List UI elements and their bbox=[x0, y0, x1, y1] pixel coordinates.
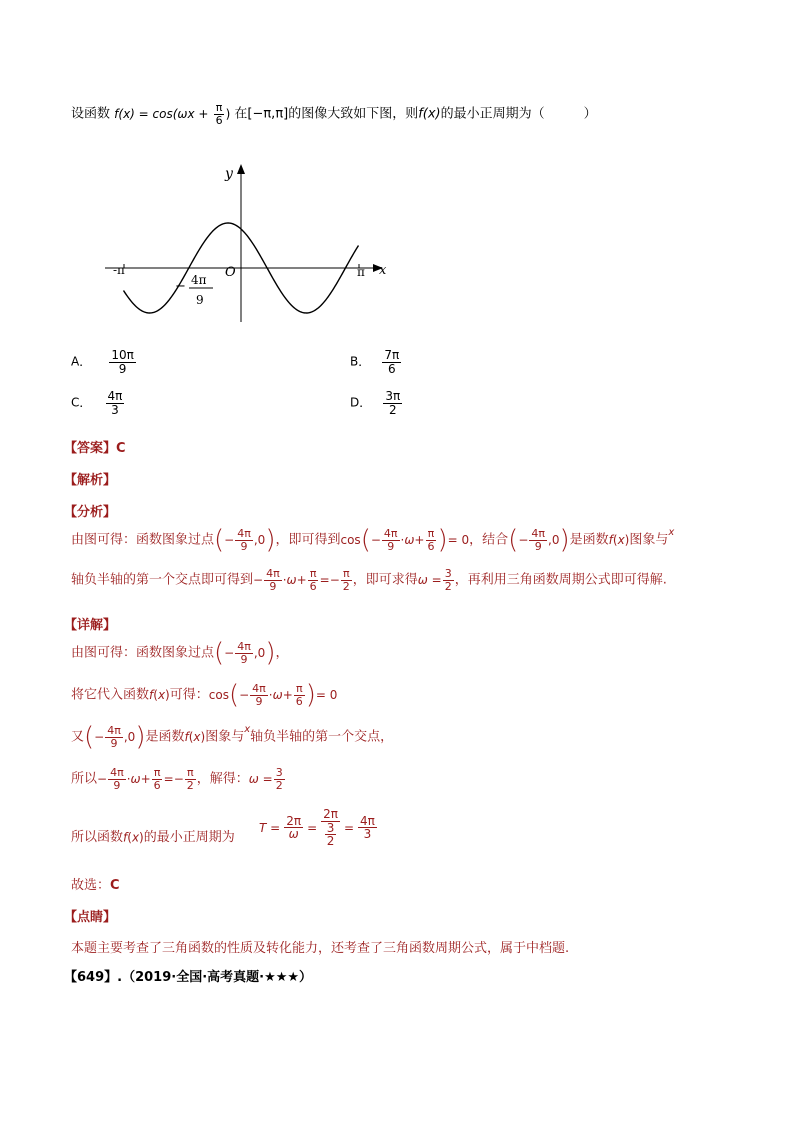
omega: ω bbox=[286, 573, 297, 588]
root-den: 9 bbox=[196, 293, 204, 307]
fenxi-text: ，即可得到 bbox=[275, 532, 341, 548]
question-func: f(x) = cos(ωx + bbox=[114, 107, 209, 122]
root-num: 4π bbox=[191, 273, 207, 287]
guxuan-value: C bbox=[110, 878, 120, 893]
lparen: ( bbox=[360, 525, 371, 555]
option-b[interactable] bbox=[350, 349, 402, 375]
dot: · bbox=[126, 772, 131, 787]
fenxi-text: ，结合 bbox=[469, 532, 509, 548]
omega: ω bbox=[404, 533, 415, 547]
plus: + bbox=[282, 688, 293, 702]
question-rparen: ) bbox=[225, 107, 231, 122]
eq: = bbox=[343, 820, 355, 835]
comma-zero: ,0 bbox=[123, 730, 136, 744]
minus: − bbox=[329, 573, 340, 588]
xiangjie-text: 轴负半轴的第一个交点， bbox=[250, 729, 394, 745]
guxuan-line bbox=[71, 874, 120, 893]
f: f bbox=[608, 533, 613, 547]
omega-eq: ω = bbox=[248, 772, 273, 787]
lparen: ( bbox=[214, 525, 225, 555]
f: f bbox=[123, 830, 128, 845]
fenxi-text: ，即可求得 bbox=[352, 572, 418, 588]
guxuan-label: 故选： bbox=[71, 878, 111, 893]
option-d-value: $\frac{3\pi}{2}$ bbox=[385, 389, 401, 417]
frac-4pi9: $\frac{4\pi}{9}$ bbox=[237, 639, 251, 666]
comma-zero: ,0 bbox=[253, 533, 266, 547]
cos: cos bbox=[340, 533, 361, 547]
f: f bbox=[149, 688, 154, 702]
fenxi-label: 【分析】 bbox=[64, 505, 117, 520]
comma-zero: ,0 bbox=[253, 646, 266, 660]
root-minus: − bbox=[175, 279, 186, 294]
plus: + bbox=[296, 573, 307, 588]
xiangjie-text: 由图可得：函数图象过点 bbox=[71, 645, 215, 661]
x-axis-label: x bbox=[379, 263, 387, 278]
eq: = bbox=[319, 573, 330, 588]
fenxi-line-1: 由图可得：函数图象过点(− $\frac{4\pi}{9}$ ,0)，即可得到cos(− $\frac{4\pi}{9}$ ·ω+ $\frac{\pi}{6}$ )= 0，结合(− $\frac{4\pi}{9}$ ,0)是函数f(x)图象与$^x$ bbox=[71, 525, 675, 555]
xiangjie-step-3: 又(− $\frac{4\pi}{9}$ ,0)是函数f(x)图象与$^x$轴负半轴的第一个交点， bbox=[71, 722, 394, 752]
x: x bbox=[131, 830, 140, 845]
frac-pi6: $\frac{\pi}{6}$ bbox=[295, 681, 303, 708]
rparen: ) bbox=[559, 525, 570, 555]
lparen: ( bbox=[84, 722, 95, 752]
fenxi-text: 是函数 bbox=[569, 532, 609, 548]
x: x bbox=[244, 724, 251, 735]
f: f bbox=[184, 730, 189, 744]
rparen: ) bbox=[265, 525, 276, 555]
question-lead: 设函数 bbox=[71, 106, 111, 122]
lparen: ( bbox=[214, 638, 225, 668]
question-tail: 的最小正周期为（ ） bbox=[440, 106, 597, 122]
pi-label: π bbox=[357, 265, 365, 279]
comma-zero: ,0 bbox=[548, 533, 560, 547]
omega-eq: ω = bbox=[417, 573, 442, 588]
frac-2pi-over-3-2: 2π 3 2 bbox=[323, 807, 338, 849]
minus: − bbox=[94, 730, 105, 744]
frac-4pi9: $\frac{4\pi}{9}$ bbox=[266, 567, 280, 593]
function-graph bbox=[95, 160, 405, 335]
option-a[interactable] bbox=[71, 349, 137, 375]
fenxi-text: 由图可得：函数图象过点 bbox=[71, 532, 215, 548]
eq-zero: = 0 bbox=[447, 533, 470, 547]
dot: · bbox=[400, 533, 405, 547]
xiangjie-text: 可得： bbox=[169, 687, 209, 703]
xiangjie-text: 图象与 bbox=[205, 729, 245, 745]
xiangjie-step-2: 将它代入函数f(x)可得：cos(− $\frac{4\pi}{9}$ ·ω+ $\frac{\pi}{6}$ )= 0 bbox=[71, 680, 338, 710]
minus: − bbox=[239, 688, 250, 702]
minus: − bbox=[224, 646, 235, 660]
minus: − bbox=[253, 573, 264, 588]
option-b-value: $\frac{7\pi}{6}$ bbox=[384, 348, 400, 376]
frac-4pi9: $\frac{4\pi}{9}$ bbox=[107, 723, 121, 750]
frac-2pi-omega: $\frac{2\pi}{\omega}$ bbox=[286, 813, 302, 842]
dot: · bbox=[282, 573, 287, 588]
eq-zero: = 0 bbox=[315, 688, 338, 702]
frac-3-2: $\frac{3}{2}$ bbox=[444, 567, 452, 593]
fenxi-text: ，再利用三角函数周期公式即可得解. bbox=[454, 572, 667, 588]
eq: = bbox=[307, 820, 318, 835]
fenxi-text: 图象与 bbox=[629, 532, 669, 548]
xiangjie-text: 的最小正周期为 bbox=[143, 830, 235, 845]
option-c[interactable] bbox=[71, 390, 125, 416]
question-fx: f(x) bbox=[418, 106, 441, 122]
minus: − bbox=[97, 772, 108, 787]
frac-pi2: $\frac{\pi}{2}$ bbox=[186, 766, 194, 792]
next-question-header: 【649】.（2019·全国·高考真题·★★★） bbox=[64, 970, 313, 985]
xiangjie-text: 又 bbox=[71, 729, 85, 745]
frac-3-2: $\frac{3}{2}$ bbox=[275, 766, 283, 792]
option-a-value: $\frac{10\pi}{9}$ bbox=[111, 348, 134, 376]
answer-label: 【答案】 bbox=[64, 441, 117, 456]
question-mid: 在[−π,π]的图像大致如下图，则 bbox=[234, 106, 419, 122]
neg-pi-label: -π bbox=[113, 263, 125, 277]
frac-pi6: $\frac{\pi}{6}$ bbox=[427, 526, 435, 553]
option-d[interactable] bbox=[350, 390, 403, 416]
frac-pi2: $\frac{\pi}{2}$ bbox=[342, 567, 350, 593]
frac-4pi9: $\frac{4\pi}{9}$ bbox=[110, 766, 124, 792]
rparen: ) bbox=[437, 525, 448, 555]
minus: − bbox=[173, 772, 184, 787]
lparen: ( bbox=[508, 525, 519, 555]
plus: + bbox=[140, 772, 151, 787]
minus: − bbox=[370, 533, 381, 547]
xiangjie-label: 【详解】 bbox=[64, 618, 117, 633]
x: x bbox=[157, 688, 166, 702]
xiangjie-text: 将它代入函数 bbox=[71, 687, 150, 703]
xiangjie-step-4 bbox=[71, 767, 286, 791]
frac-4pi9: $\frac{4\pi}{9}$ bbox=[531, 526, 546, 553]
xiangjie-text: ， bbox=[275, 645, 289, 661]
omega: ω bbox=[130, 772, 141, 787]
rparen: ) bbox=[265, 638, 276, 668]
answer-line bbox=[64, 437, 126, 456]
rparen: ) bbox=[135, 722, 146, 752]
xiangjie-text: ，解得： bbox=[196, 771, 249, 787]
x: x bbox=[193, 730, 201, 744]
question-line bbox=[71, 102, 597, 126]
dot: · bbox=[268, 688, 273, 702]
analysis-label: 【解析】 bbox=[64, 473, 117, 488]
period-formula bbox=[259, 808, 378, 848]
option-c-letter: C． bbox=[71, 395, 92, 410]
minus: − bbox=[518, 533, 529, 547]
frac-4pi9: $\frac{4\pi}{9}$ bbox=[383, 526, 398, 553]
origin-label: O bbox=[225, 265, 236, 280]
option-c-value: $\frac{4\pi}{3}$ bbox=[107, 389, 123, 417]
eq: = bbox=[163, 772, 174, 787]
frac-pi6: $\frac{\pi}{6}$ bbox=[153, 766, 161, 792]
fenxi-line-2 bbox=[71, 568, 667, 592]
omega: ω bbox=[272, 688, 283, 702]
frac-pi6: $\frac{\pi}{6}$ bbox=[309, 567, 317, 593]
rparen: ) bbox=[305, 680, 316, 710]
option-a-letter: A． bbox=[71, 354, 92, 369]
x: x bbox=[617, 533, 625, 547]
dianjing-text: 本题主要考查了三角函数的性质及转化能力，还考查了三角函数周期公式，属于中档题. bbox=[71, 941, 570, 956]
option-d-letter: D． bbox=[350, 395, 372, 410]
xiangjie-text: 所以 bbox=[71, 771, 98, 787]
lparen: ( bbox=[228, 680, 240, 710]
answer-value: C bbox=[116, 441, 126, 456]
y-axis-label: y bbox=[225, 166, 233, 182]
cos: cos bbox=[208, 688, 229, 702]
minus: − bbox=[224, 533, 235, 547]
xiangjie-text: 是函数 bbox=[145, 729, 185, 745]
frac-4pi9: $\frac{4\pi}{9}$ bbox=[237, 526, 251, 553]
x: x bbox=[668, 527, 675, 538]
xiangjie-step-1 bbox=[71, 640, 288, 666]
xiangjie-text: 所以函数 bbox=[71, 830, 124, 845]
frac-4pi9: $\frac{4\pi}{9}$ bbox=[252, 681, 266, 708]
question-frac-pi6: $\frac{\pi}{6}$ bbox=[215, 101, 223, 127]
option-b-letter: B． bbox=[350, 354, 371, 369]
T-eq: T = bbox=[259, 820, 281, 835]
xiangjie-step-5: 所以函数f(x)的最小正周期为 bbox=[71, 830, 235, 845]
plus: + bbox=[414, 533, 425, 547]
dianjing-label: 【点睛】 bbox=[64, 910, 117, 925]
fenxi-text: 轴负半轴的第一个交点即可得到 bbox=[71, 572, 254, 588]
frac-4pi3: $\frac{4\pi}{3}$ bbox=[360, 813, 375, 842]
